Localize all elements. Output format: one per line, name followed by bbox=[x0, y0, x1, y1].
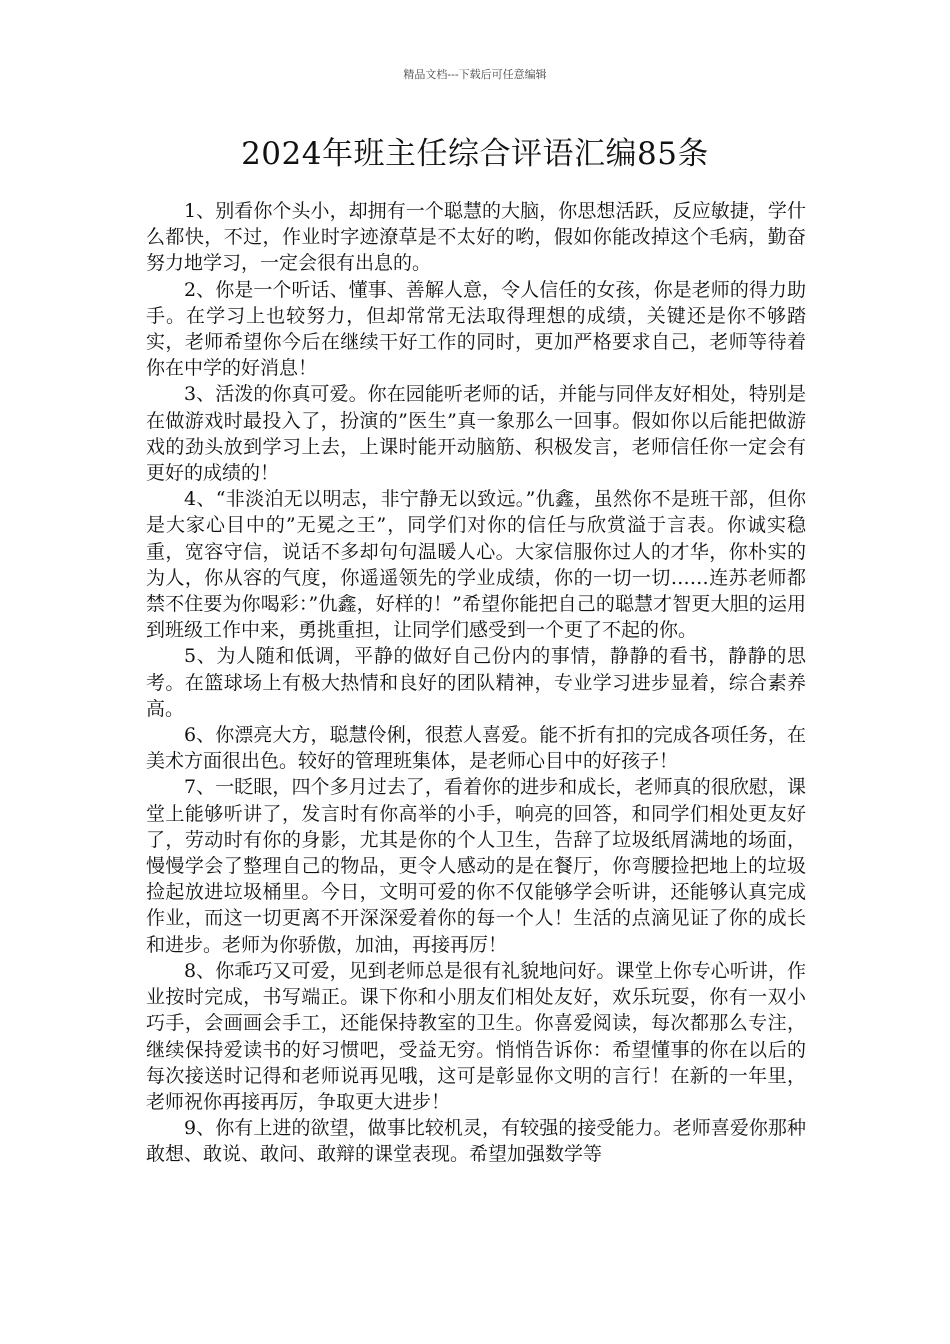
paragraph-9: 9、你有上进的欲望，做事比较机灵，有较强的接受能力。老师喜爱你那种敢想、敢说、敢问、敢辩的课堂表现。希望加强数学等 bbox=[146, 1117, 806, 1166]
paragraph-3: 3、活泼的你真可爱。你在园能听老师的话，并能与同伴友好相处，特别是在做游戏时最投入了，扮演的”医生”真一象那么一回事。假如你以后能把做游戏的劲头放到学习上去，上课时能开动脑筋、积极发言，老师信任你一定会有更好的成绩的！ bbox=[146, 383, 806, 485]
header-note: 精品文档---下载后可任意编辑 bbox=[403, 68, 547, 81]
document-body bbox=[146, 198, 806, 1168]
paragraph-7: 7、一眨眼，四个多月过去了，看着你的进步和成长，老师真的很欣慰，课堂上能够听讲了，发言时有你高举的小手，响亮的回答，和同学们相处更友好了，劳动时有你的身影，尤其是你的个人卫生，告辞了垃圾纸屑满地的场面，慢慢学会了整理自己的物品，更令人感动的是在餐厅，你弯腰捡把地上的垃圾捡起放进垃圾桶里。今日，文明可爱的你不仅能够学会听讲，还能够认真完成作业，而这一切更离不开深深爱着你的每一个人！生活的点滴见证了你的成长和进步。老师为你骄傲，加油，再接再厉！ bbox=[146, 776, 806, 956]
paragraph-6: 6、你漂亮大方，聪慧伶俐，很惹人喜爱。能不折有扣的完成各项任务，在美术方面很出色。较好的管理班集体，是老师心目中的好孩子！ bbox=[146, 724, 806, 773]
paragraph-5: 5、为人随和低调，平静的做好自己份内的事情，静静的看书，静静的思考。在篮球场上有极大热情和良好的团队精神，专业学习进步显着，综合素养高。 bbox=[146, 645, 806, 720]
paragraph-2: 2、你是一个听话、懂事、善解人意，令人信任的女孩，你是老师的得力助手。在学习上也较努力，但却常常无法取得理想的成绩，关键还是你不够踏实，老师希望你今后在继续干好工作的同时，更加严格要求自己，老师等待着你在中学的好消息！ bbox=[146, 278, 806, 380]
document-title: 2024年班主任综合评语汇编85条 bbox=[241, 136, 709, 172]
paragraph-1: 1、别看你个头小，却拥有一个聪慧的大脑，你思想活跃，反应敏捷，学什么都快，不过，作业时字迹潦草是不太好的哟，假如你能改掉这个毛病，勤奋努力地学习，一定会很有出息的。 bbox=[146, 200, 806, 275]
paragraph-8: 8、你乖巧又可爱，见到老师总是很有礼貌地问好。课堂上你专心听讲，作业按时完成，书写端正。课下你和小朋友们相处友好，欢乐玩耍，你有一双小巧手，会画画会手工，还能保持教室的卫生。你喜爱阅读，每次都那么专注，继续保持爱读书的好习惯吧，受益无穷。悄悄告诉你：希望懂事的你在以后的每次接送时记得和老师说再见哦，这可是彰显你文明的言行！在新的一年里，老师祝你再接再厉，争取更大进步！ bbox=[146, 959, 806, 1113]
paragraph-4: 4、“非淡泊无以明志，非宁静无以致远。”仇鑫，虽然你不是班干部，但你是大家心目中的”无冕之王”，同学们对你的信任与欣赏溢于言表。你诚实稳重，宽容守信，说话不多却句句温暖人心。大家信服你过人的才华，你朴实的为人，你从容的气度，你遥遥领先的学业成绩，你的一切一切……连苏老师都禁不住要为你喝彩：”仇鑫，好样的！”希望你能把自己的聪慧才智更大胆的运用到班级工作中来，勇挑重担，让同学们感受到一个更了不起的你。 bbox=[146, 488, 806, 642]
